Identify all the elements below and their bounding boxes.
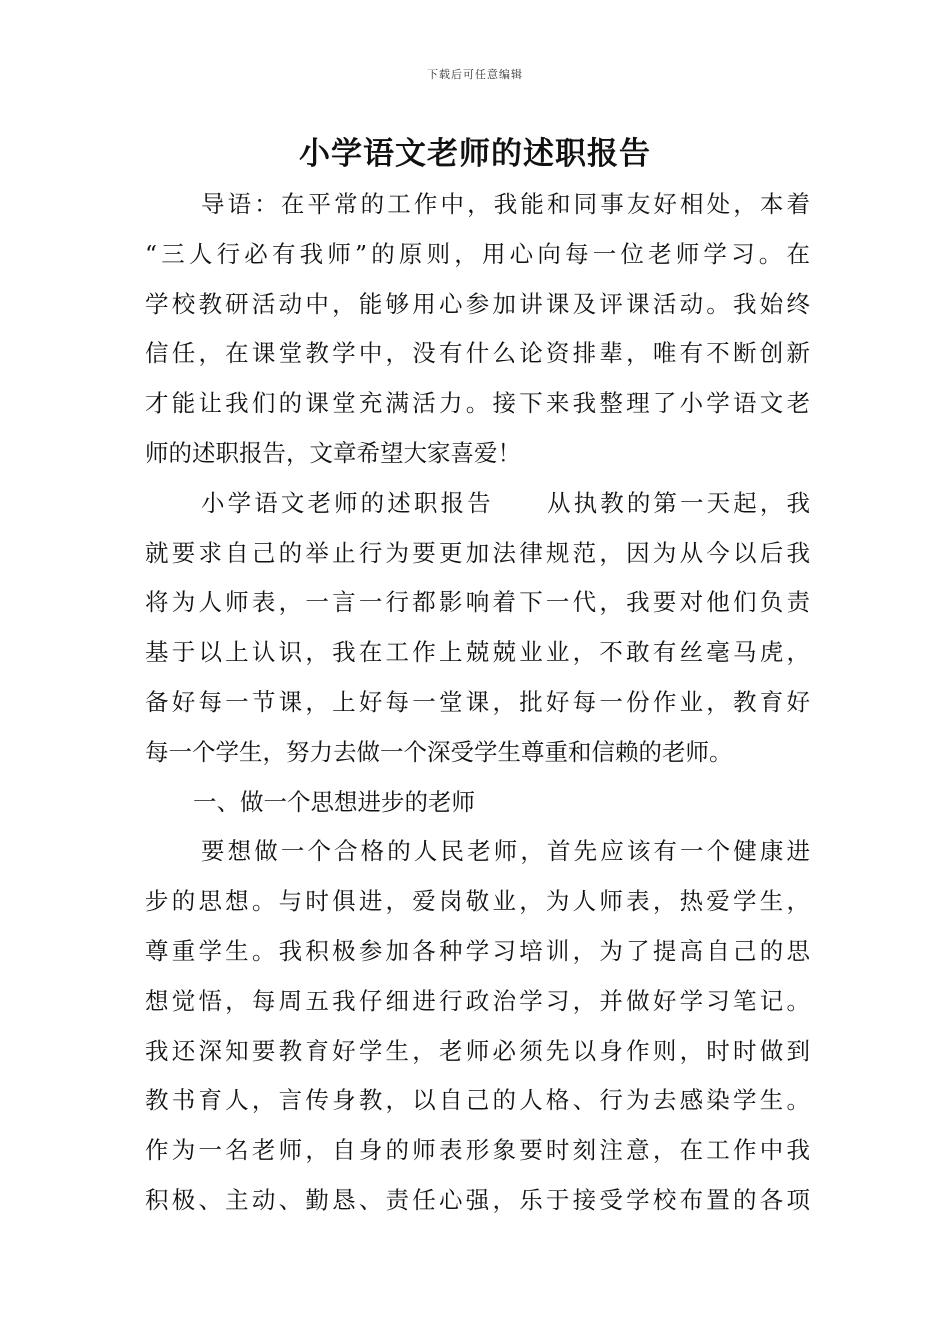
body-text-line: 教书育人，言传身教，以自己的人格、行为去感染学生。 (145, 1086, 810, 1115)
document-body (145, 180, 810, 1226)
section-heading: 一、做一个思想进步的老师 (193, 787, 475, 816)
body-text-line: 将为人师表，一言一行都影响着下一代，我要对他们负责 (145, 588, 810, 617)
body-text-line: 导语：在平常的工作中，我能和同事友好相处，本着 (201, 190, 810, 218)
header-note: 下载后可任意编辑 (427, 68, 523, 81)
body-text-line: 信任，在课堂教学中，没有什么论资排辈，唯有不断创新 (145, 339, 810, 368)
body-text-line: 要想做一个合格的人民老师，首先应该有一个健康进 (201, 837, 810, 866)
body-text-line: 学校教研活动中，能够用心参加讲课及评课活动。我始终 (145, 289, 810, 318)
body-text-line: 才能让我们的课堂充满活力。接下来我整理了小学语文老 (145, 389, 810, 418)
body-text-line: 就要求自己的举止行为要更加法律规范，因为从今以后我 (145, 538, 810, 567)
body-text-line: 作为一名老师，自身的师表形象要时刻注意，在工作中我 (145, 1136, 810, 1165)
body-text-line: 想觉悟，每周五我仔细进行政治学习，并做好学习笔记。 (145, 986, 810, 1015)
body-text-line: 尊重学生。我积极参加各种学习培训，为了提高自己的思 (145, 936, 810, 965)
body-text-line: “三人行必有我师”的原则，用心向每一位老师学习。在 (145, 239, 810, 268)
body-text-line: 每一个学生，努力去做一个深受学生尊重和信赖的老师。 (145, 737, 733, 766)
body-text-line: 小学语文老师的述职报告 从执教的第一天起，我 (201, 488, 810, 517)
body-text-line: 基于以上认识，我在工作上兢兢业业，不敢有丝毫马虎， (145, 638, 810, 667)
body-text-line: 备好每一节课，上好每一堂课，批好每一份作业，教育好 (145, 687, 810, 716)
document-title: 小学语文老师的述职报告 (299, 136, 651, 172)
body-text-line: 积极、主动、勤恳、责任心强，乐于接受学校布置的各项 (145, 1185, 810, 1214)
body-text-line: 步的思想。与时俱进，爱岗敬业，为人师表，热爱学生， (145, 887, 810, 916)
body-text-line: 师的述职报告，文章希望大家喜爱！ (145, 438, 521, 467)
body-text-line: 我还深知要教育好学生，老师必须先以身作则，时时做到 (145, 1036, 810, 1065)
